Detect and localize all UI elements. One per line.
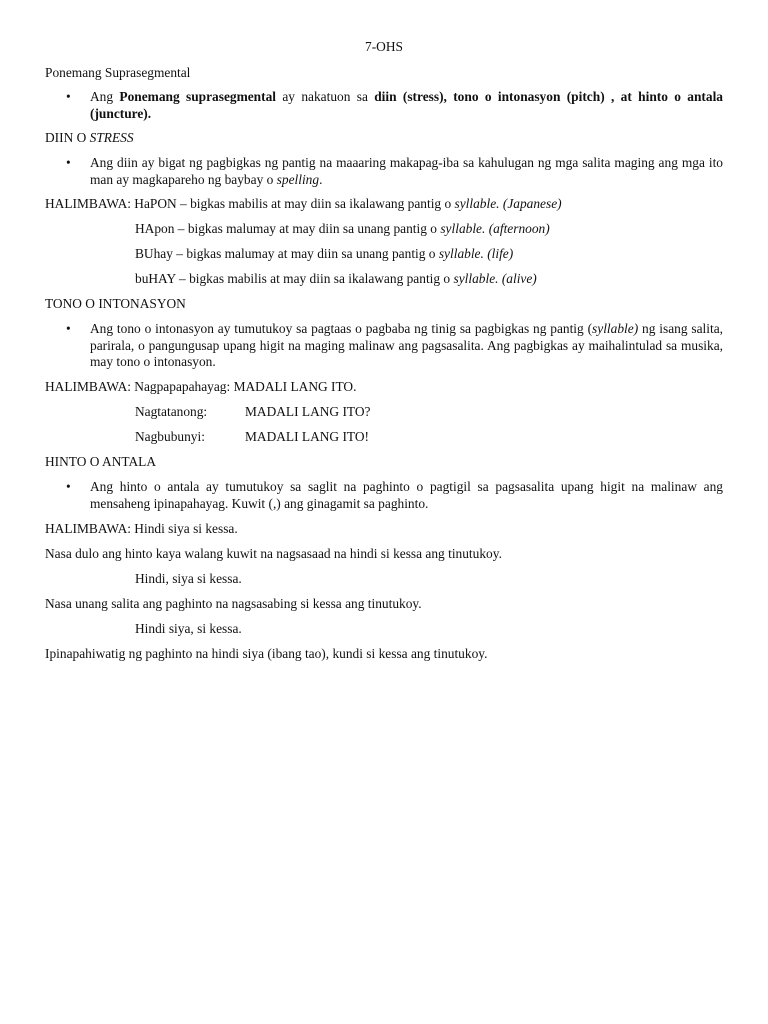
hinto-heading: HINTO O ANTALA [45, 454, 157, 469]
diin-heading: DIIN O STRESS [45, 130, 134, 145]
bullet-marker: • [66, 479, 71, 494]
hinto-example-1: HALIMBAWA: Hindi siya si kessa. [45, 521, 238, 536]
intro-title: Ponemang Suprasegmental [45, 65, 191, 80]
tono-example-3-value: MADALI LANG ITO! [245, 429, 369, 444]
page-code: 7-OHS [365, 39, 403, 54]
hinto-explanation-3: Ipinapahiwatig ng paghinto na hindi siya (ibang tao), kundi si kessa ang tinutukoy. [45, 646, 488, 661]
bullet-marker: • [66, 321, 71, 336]
tono-example-2-value: MADALI LANG ITO? [245, 404, 371, 419]
hinto-explanation-1: Nasa dulo ang hinto kaya walang kuwit na nagsasaad na hindi si kessa ang tinutukoy. [45, 546, 502, 561]
hinto-example-2: Hindi, siya si kessa. [135, 571, 242, 586]
bullet-marker: • [66, 89, 71, 104]
diin-bullet-text: Ang diin ay bigat ng pagbigkas ng pantig na maaaring makapag-iba sa kahulugan ng mga salita maging ang mga ito man ay magkapareho ng baybay o spelling. [90, 155, 723, 187]
tono-bullet-text: Ang tono o intonasyon ay tumutukoy sa pagtaas o pagbaba ng tinig sa pagbigkas ng pantig (syllable) ng isang salita, parirala, o pangungusap upang higit na maging malinaw ang pagsasalita. Ang pagbigkas ay maihalintulad sa musika, may tono o intonasyon. [90, 321, 723, 369]
diin-example-4: buHAY – bigkas mabilis at may diin sa ikalawang pantig o syllable. (alive) [135, 271, 537, 286]
diin-example-1: HALIMBAWA: HaPON – bigkas mabilis at may diin sa ikalawang pantig o syllable. (Japanese) [45, 196, 562, 211]
hinto-example-3: Hindi siya, si kessa. [135, 621, 242, 636]
diin-example-2: HApon – bigkas malumay at may diin sa unang pantig o syllable. (afternoon) [135, 221, 550, 236]
intro-bullet-text: Ang Ponemang suprasegmental ay nakatuon sa diin (stress), tono o intonasyon (pitch) , at hinto o antala (juncture). [90, 89, 723, 121]
hinto-explanation-2: Nasa unang salita ang paghinto na nagsasabing si kessa ang tinutukoy. [45, 596, 422, 611]
hinto-bullet-text: Ang hinto o antala ay tumutukoy sa saglit na paghinto o pagtigil sa pagsasalita upang higit na malinaw ang mensaheng ipinapahayag. Kuwit (,) ang ginagamit sa paghinto. [90, 479, 723, 511]
tono-example-1: HALIMBAWA: Nagpapapahayag: MADALI LANG ITO. [45, 379, 357, 394]
bullet-marker: • [66, 155, 71, 170]
tono-example-3-label: Nagbubunyi: [135, 429, 205, 444]
diin-example-3: BUhay – bigkas malumay at may diin sa unang pantig o syllable. (life) [135, 246, 514, 261]
tono-example-2-label: Nagtatanong: [135, 404, 208, 419]
tono-heading: TONO O INTONASYON [45, 296, 186, 311]
